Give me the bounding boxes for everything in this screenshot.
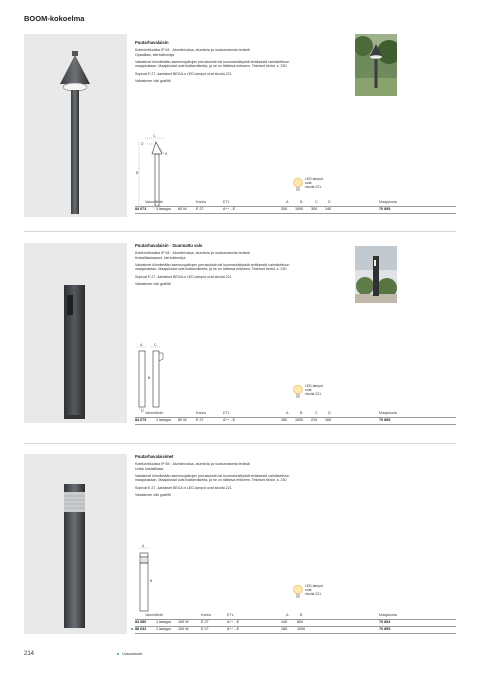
description-line: Valaisimet kiinnitetään asennusjalkojen perustuksiin tai kuumasinkityistä teräksestä valmistettuun: [135, 59, 290, 64]
dim-b: 1000: [295, 207, 304, 211]
led-reference: Sopivat E 27 -kantaiset BEGA:n LED-lamput ovat sivulla 221.: [135, 485, 233, 490]
color-info: Valaisimen väri grafiitti: [135, 78, 171, 83]
header-d: D: [328, 411, 331, 415]
led-note-line: sivulla 221.: [305, 185, 322, 190]
dim-label-a: A: [142, 544, 145, 548]
energy-label: A⁺⁺ - E: [227, 620, 240, 624]
product-photo: [24, 34, 127, 217]
dim-b: 800: [297, 620, 304, 624]
dim-a: 200: [281, 207, 288, 211]
led-note-line: sivulla 221.: [305, 392, 322, 397]
header-a: A: [286, 200, 289, 204]
header-b: B: [300, 613, 303, 617]
base-number: 70 895: [379, 207, 391, 211]
base-number: 70 895: [379, 627, 391, 631]
energy-label: A⁺⁺ - E: [227, 627, 240, 631]
page-number: 214: [24, 651, 35, 657]
lamp-count: 1 lamppu: [156, 620, 172, 624]
led-reference: Sopivat E 27 -kantaiset BEGA:n LED-lamput ovat sivulla 221.: [135, 71, 233, 76]
led-note-line: LED-lamput: [305, 177, 323, 181]
led-note-line: LED-lamput: [305, 384, 323, 388]
dim-b: 1000: [297, 627, 306, 631]
header-light-source: Valonlähde: [145, 411, 164, 415]
product-title: Puutarhavalaisin: [135, 40, 169, 45]
product-section-84073: [24, 34, 456, 230]
wattage: 100 W: [178, 620, 189, 624]
header-base: Maajalusta: [379, 613, 397, 617]
header-socket: Kanta: [196, 411, 206, 415]
dimension-drawing: [135, 343, 175, 418]
header-a: A: [286, 411, 289, 415]
header-base: Maajalusta: [379, 200, 397, 204]
wattage: 60 W: [178, 418, 187, 422]
led-note-line: ovat: [305, 181, 312, 186]
dim-label-c: C: [154, 343, 157, 347]
header-c: C: [315, 411, 318, 415]
product-info: [135, 40, 350, 83]
led-note-line: ovat: [305, 588, 312, 593]
description-line: maajalustaan. Maajalustat ovat lisätarvikkeita, ja ne on tilattava erikseen. Tekniset tiedot, s. 230: [135, 478, 287, 483]
catalog-title: BOOM-kokoelma: [24, 14, 85, 23]
header-etl: ETL: [223, 200, 230, 204]
new-product-dot: [131, 628, 133, 630]
dim-a: 185: [281, 627, 288, 631]
scene-photo: [355, 246, 397, 303]
header-light-source: Valonlähde: [145, 200, 164, 204]
lamp-count: 1 lamppu: [156, 207, 172, 211]
description-line: maajalustaan. Maajalustat ovat lisätarvikkeita, ja ne on tilattava erikseen. Tekniset tiedot, s. 230: [135, 64, 287, 69]
wattage: 100 W: [178, 627, 189, 631]
dim-b: 1000: [295, 418, 304, 422]
description-line: Valaisimet kiinnitetään asennusjalkojen perustuksiin tai kuumasinkityistä teräksestä valmistettuun: [135, 473, 290, 478]
dim-d: 160: [325, 418, 332, 422]
color-info: Valaisimen väri grafiitti: [135, 492, 171, 497]
header-base: Maajalusta: [379, 411, 397, 415]
product-section-84075: [24, 243, 456, 433]
header-etl: ETL: [223, 411, 230, 415]
header-etl: ETL: [227, 613, 234, 617]
dim-a: 140: [281, 620, 288, 624]
section-divider: [24, 231, 456, 232]
dim-label-d: D: [141, 409, 144, 413]
led-reference: Sopivat E 27 -kantaiset BEGA:n LED-lamput ovat sivulla 221.: [135, 274, 233, 279]
led-bulb-icon: [293, 384, 303, 400]
wattage: 60 W: [178, 207, 187, 211]
dim-label-a: A: [140, 343, 143, 347]
led-note-line: LED-lamput: [305, 584, 323, 588]
product-title: Puutarhavalaisin · Suunnattu valo: [135, 243, 203, 248]
socket: E 27: [196, 207, 204, 211]
socket: E 27: [201, 620, 209, 624]
article-number: 88 632: [135, 627, 147, 631]
socket: E 27: [196, 418, 204, 422]
section-divider: [24, 443, 456, 444]
base-number: 70 894: [379, 620, 391, 624]
led-bulb-icon: [293, 584, 303, 600]
lamp-count: 1 lamppu: [156, 418, 172, 422]
header-b: B: [300, 200, 303, 204]
socket: E 27: [201, 627, 209, 631]
spec-line: Urissi kristallilasia: [135, 466, 164, 471]
led-note-line: sivulla 221.: [305, 592, 322, 597]
product-photo: [24, 243, 127, 423]
spec-line: Kotelointiluokka IP 64 · Alumiinivalua, alumiinia ja ruostumatonta terästä: [135, 251, 250, 255]
led-bulb-icon: [293, 177, 303, 193]
header-a: A: [286, 613, 289, 617]
dim-label-a: A: [165, 152, 168, 156]
article-number: 84 073: [135, 207, 147, 211]
description-line: maajalustaan. Maajalustat ovat lisätarvikkeita, ja ne on tilattava erikseen. Tekniset tiedot, s. 230: [135, 267, 287, 272]
product-photo: [24, 454, 127, 634]
product-title: Puutarhavalaisimet: [135, 454, 174, 459]
lamp-count: 1 lamppu: [156, 627, 172, 631]
dim-label-c: C: [153, 134, 156, 138]
dim-d: 140: [325, 207, 332, 211]
header-b: B: [300, 411, 303, 415]
header-socket: Kanta: [201, 613, 211, 617]
header-c: C: [315, 200, 318, 204]
article-number: 84 080: [135, 620, 147, 624]
dim-c: 210: [311, 418, 318, 422]
color-info: Valaisimen väri grafiitti: [135, 281, 171, 286]
spec-line: Kotelointiluokka IP 65 · Alumiinivalua, alumiinia ja ruostumatonta terästä: [135, 462, 250, 466]
product-section-84080: [24, 454, 456, 642]
led-note-line: ovat: [305, 388, 312, 393]
dimension-drawing: [135, 544, 165, 621]
header-d: D: [328, 200, 331, 204]
header-socket: Kanta: [196, 200, 206, 204]
energy-label: A⁺⁺ - E: [223, 418, 236, 422]
scene-photo: [355, 34, 397, 96]
dim-label-b: B: [148, 376, 151, 380]
header-light-source: Valonlähde: [145, 613, 164, 617]
description-line: Valaisimet kiinnitetään asennusjalkojen perustuksiin tai kuumasinkityistä teräksestä valmistettuun: [135, 262, 290, 267]
product-info: [135, 454, 350, 497]
spec-line: Kristallilasiraaset, kiertokiinnitys: [135, 255, 186, 260]
dim-c: 300: [311, 207, 318, 211]
spec-line: Kotelointiluokka IP 64 · Alumiinivalua, alumiinia ja ruostumatonta terästä: [135, 48, 250, 52]
article-number: 84 075: [135, 418, 147, 422]
dim-a: 160: [281, 418, 288, 422]
legend-label: Uutuustuote: [122, 652, 143, 656]
product-info: [135, 243, 350, 286]
spec-line: Opaalilasi, kiertokiinnitys: [135, 52, 175, 57]
energy-label: A⁺⁺ - E: [223, 207, 236, 211]
new-product-dot: [117, 653, 119, 655]
dim-label-b: B: [150, 579, 153, 583]
base-number: 70 895: [379, 418, 391, 422]
dim-label-d: D: [141, 142, 144, 146]
dim-label-b: B: [136, 171, 139, 175]
